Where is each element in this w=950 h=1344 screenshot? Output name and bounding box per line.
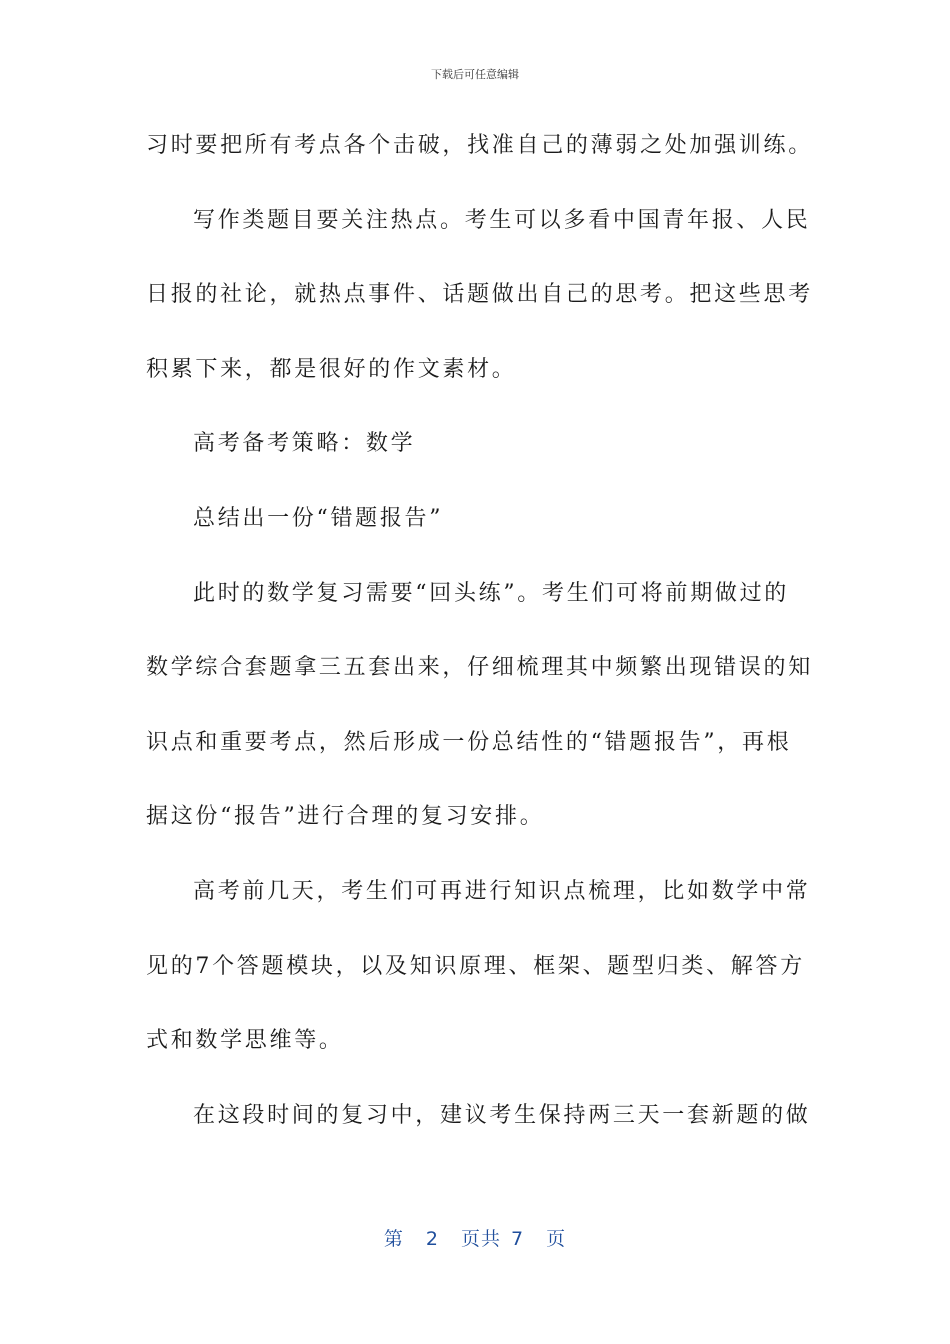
footer-current-page: 2 <box>425 1228 439 1250</box>
section-heading: 高考备考策略：数学 <box>193 431 416 457</box>
text-line: 此时的数学复习需要“回头练”。考生们可将前期做过的 <box>193 580 789 606</box>
page-header-note: 下载后可任意编辑 <box>431 68 519 81</box>
text-line: 见的7个答题模块，以及知识原理、框架、题型归类、解答方 <box>146 953 805 979</box>
text-line: 习时要把所有考点各个击破，找准自己的薄弱之处加强训练。 <box>146 133 813 158</box>
footer-middle: 页共 <box>460 1228 501 1250</box>
sub-heading: 总结出一份“错题报告” <box>193 505 444 531</box>
text-line: 识点和重要考点，然后形成一份总结性的“错题报告”，再根 <box>146 729 792 755</box>
text-line: 式和数学思维等。 <box>146 1028 344 1054</box>
text-line: 数学综合套题拿三五套出来，仔细梳理其中频繁出现错误的知 <box>146 655 813 681</box>
text-line: 高考前几天，考生们可再进行知识点梳理，比如数学中常 <box>193 878 811 904</box>
document-body <box>146 121 813 1165</box>
footer-suffix: 页 <box>546 1228 567 1250</box>
text-line: 日报的社论，就热点事件、话题做出自己的思考。把这些思考 <box>146 282 813 308</box>
text-line: 在这段时间的复习中，建议考生保持两三天一套新题的做 <box>193 1102 811 1128</box>
page-footer <box>0 1224 950 1251</box>
footer-total-pages: 7 <box>511 1228 525 1250</box>
text-line: 积累下来，都是很好的作文素材。 <box>146 356 517 382</box>
text-line: 据这份“报告”进行合理的复习安排。 <box>146 804 545 830</box>
text-line: 写作类题目要关注热点。考生可以多看中国青年报、人民 <box>193 207 811 233</box>
footer-prefix: 第 <box>383 1228 404 1250</box>
